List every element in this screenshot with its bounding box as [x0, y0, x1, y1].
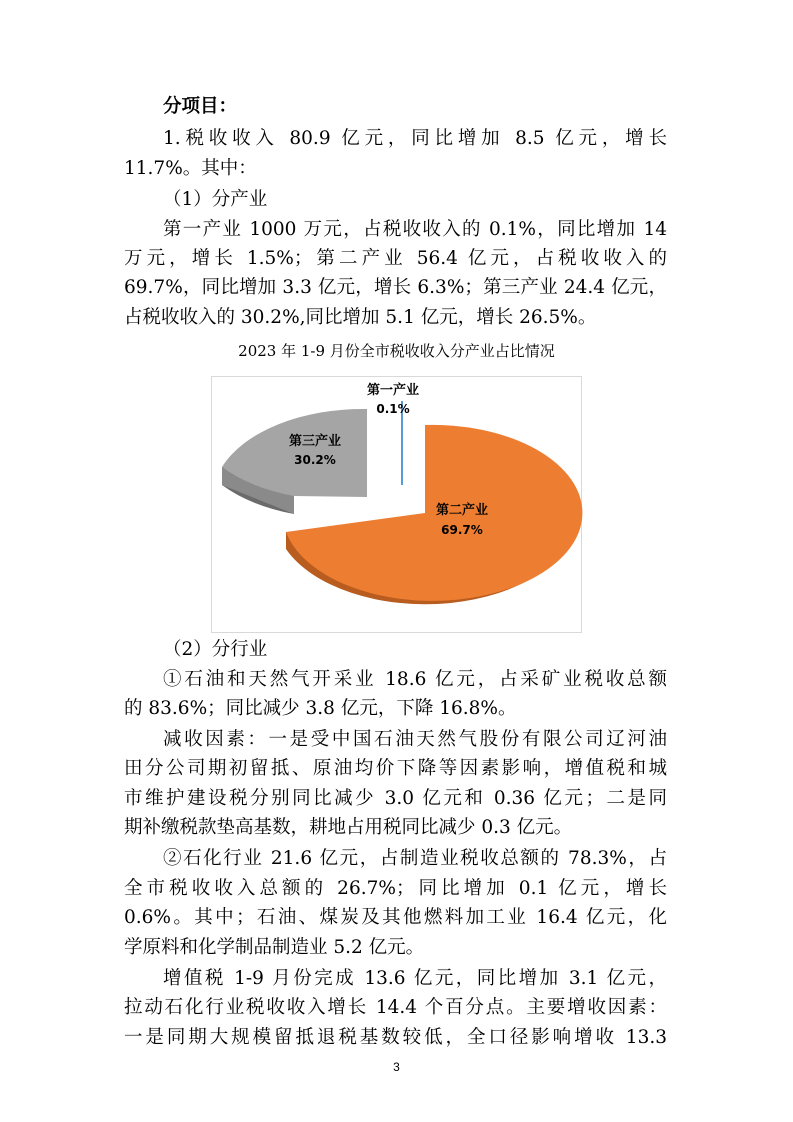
paragraph-line: 11.7%。其中：	[124, 158, 257, 179]
pie-chart	[211, 376, 582, 633]
label-second-industry: 第二产业	[435, 503, 489, 518]
paragraph-line: 1.税收收入 80.9 亿元，同比增加 8.5 亿元，增长	[163, 128, 667, 149]
paragraph-line: 期补缴税款垫高基数，耕地占用税同比减少 0.3 亿元。	[124, 817, 573, 838]
subheading-by-industry: （1）分产业	[163, 189, 268, 210]
chart-caption: 2023 年 1-9 月份全市税收收入分产业占比情况	[238, 342, 555, 360]
value-second-industry: 69.7%	[441, 523, 483, 537]
paragraph-line: 增值税 1-9 月份完成 13.6 亿元，同比增加 3.1 亿元，	[163, 968, 667, 989]
paragraph-line: 69.7%，同比增加 3.3 亿元，增长 6.3%；第三产业 24.4 亿元，	[124, 277, 667, 298]
paragraph-line: 第一产业 1000 万元，占税收收入的 0.1%，同比增加 14	[163, 219, 667, 240]
paragraph-line: 全市税收收入总额的 26.7%；同比增加 0.1 亿元，增长	[124, 878, 667, 899]
paragraph-line: 万元，增长 1.5%；第二产业 56.4 亿元，占税收收入的	[124, 248, 667, 269]
label-first-industry: 第一产业	[366, 383, 420, 398]
paragraph-line: 的 83.6%；同比减少 3.8 亿元，下降 16.8%。	[124, 698, 517, 719]
paragraph-line: 占税收收入的 30.2%,同比增加 5.1 亿元，增长 26.5%。	[124, 307, 597, 328]
paragraph-line: 学原料和化学制品制造业 5.2 亿元。	[124, 937, 425, 958]
paragraph-line: 一是同期大规模留抵退税基数较低，全口径影响增收 13.3	[124, 1027, 667, 1048]
value-first-industry: 0.1%	[376, 402, 410, 416]
section-heading: 分项目：	[163, 96, 238, 117]
paragraph-line: 0.6%。其中；石油、煤炭及其他燃料加工业 16.4 亿元，化	[124, 907, 667, 928]
paragraph-line: 拉动石化行业税收收入增长 14.4 个百分点。主要增收因素：	[124, 997, 667, 1018]
paragraph-line: ①石油和天然气开采业 18.6 亿元，占采矿业税收总额	[163, 669, 667, 690]
paragraph-line: 田分公司期初留抵、原油均价下降等因素影响，增值税和城	[124, 758, 667, 779]
paragraph-line: 减收因素：一是受中国石油天然气股份有限公司辽河油	[163, 729, 667, 750]
value-third-industry: 30.2%	[294, 453, 336, 467]
paragraph-line: 市维护建设税分别同比减少 3.0 亿元和 0.36 亿元；二是同	[124, 788, 667, 809]
page-number: 3	[393, 1060, 400, 1074]
subheading-by-sector: （2）分行业	[163, 639, 268, 660]
paragraph-line: ②石化行业 21.6 亿元，占制造业税收总额的 78.3%，占	[163, 848, 667, 869]
label-third-industry: 第三产业	[288, 434, 342, 449]
